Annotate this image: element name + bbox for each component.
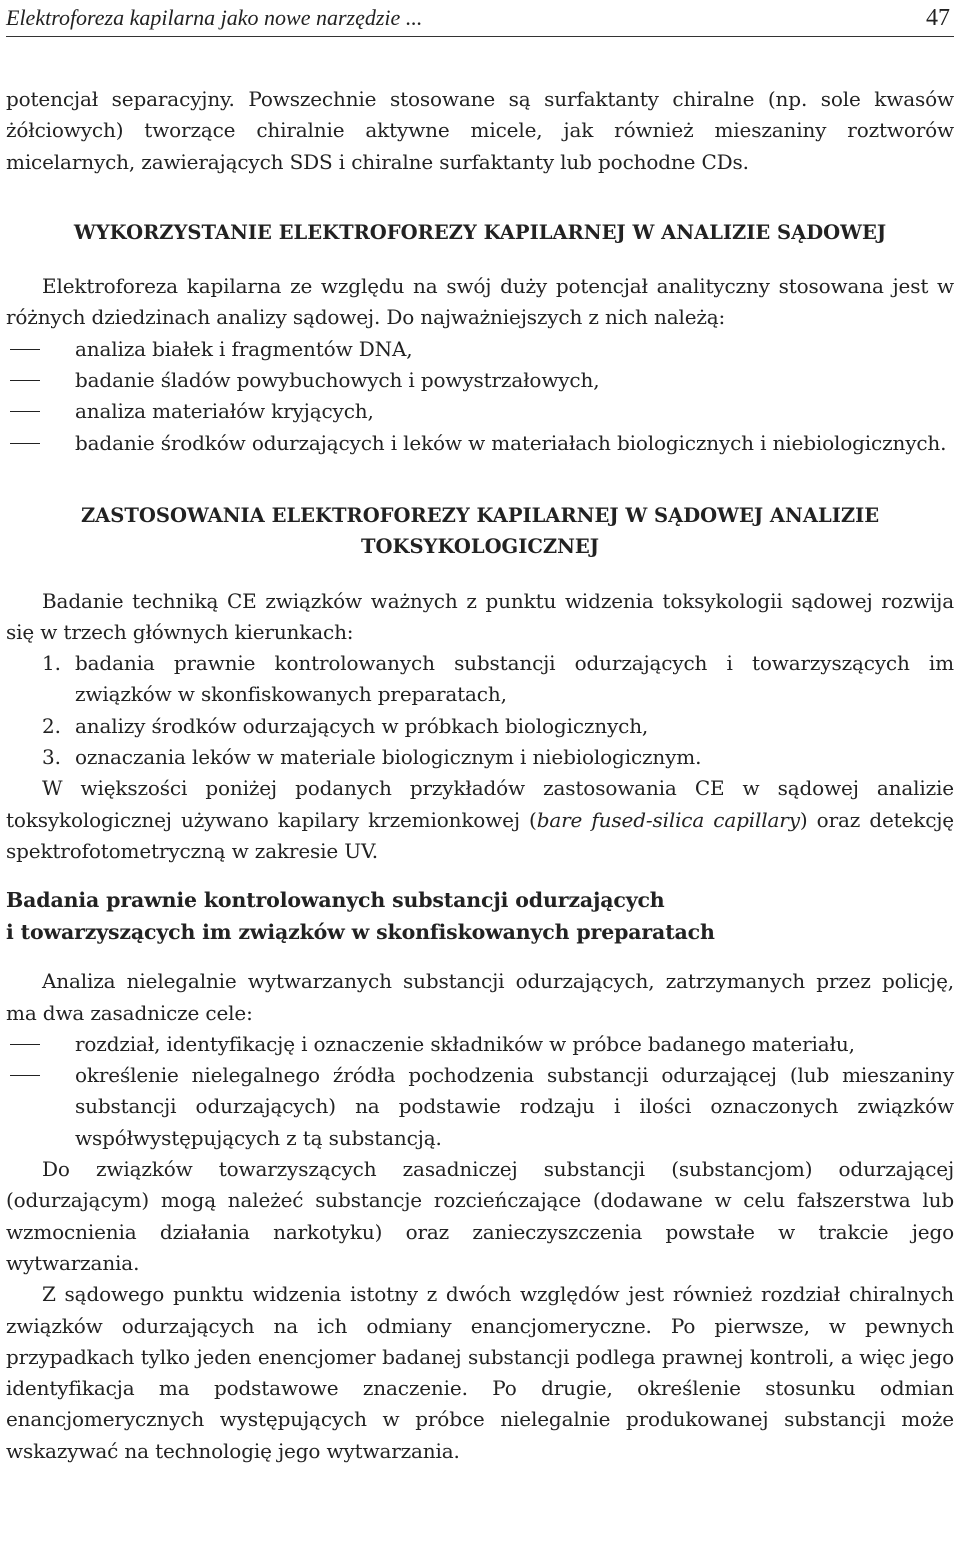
intro-paragraph: potencjał separacyjny. Powszechnie stosowane są surfaktanty chiralne (np. sole kwasów żółciowych) tworzące chiralnie aktywne micele, jak również mieszaniny roztworów micelarnych, zawierających SDS i chiralne surfaktanty lub pochodne CDs.	[6, 87, 954, 174]
list-item	[6, 711, 954, 742]
list-item-text: badanie środków odurzających i leków w materiałach biologicznych i niebiologicznych.	[75, 430, 947, 455]
subsection-heading-line-2: i towarzyszących im związków w skonfiskowanych preparatach	[6, 919, 715, 944]
list-item-text: rozdział, identyfikację i oznaczenie składników w próbce badanego materiału,	[75, 1031, 855, 1056]
list-item-text: analizy środków odurzających w próbkach biologicznych,	[75, 713, 649, 738]
section3-paragraph-3: Z sądowego punktu widzenia istotny z dwóch względów jest również rozdział chiralnych związków odurzających na ich odmiany enancjomeryczne. Po pierwsze, w pewnych przypadkach tylko jeden enencjomer badanej substancji podlega prawnej kontroli, a więc jego identyfikacja ma podstawowe znaczenie. Po drugie, określenie stosunku odmian enancjomerycznych występujących w próbce nielegalnie produkowanej substancji może wskazywać na technologię jego wytwarzania.	[6, 1282, 954, 1463]
section2-paragraph-2	[6, 773, 954, 867]
list-item-text: badania prawnie kontrolowanych substancji odurzających i towarzyszących im związków w skonfiskowanych preparatach,	[75, 651, 954, 707]
list-item	[6, 1060, 954, 1154]
list-item	[6, 742, 954, 773]
list-item	[6, 365, 954, 396]
page-number: 47	[926, 4, 950, 31]
list-item	[6, 428, 954, 459]
list-item-text: analiza materiałów kryjących,	[75, 399, 374, 424]
section2-paragraph: Badanie techniką CE związków ważnych z punktu widzenia toksykologii sądowej rozwija się w trzech głównych kierunkach:	[6, 588, 954, 644]
list-item-text: określenie nielegalnego źródła pochodzenia substancji odurzającej (lub mieszaniny substancji odurzających) na podstawie rodzaju i ilości oznaczonych związków współwystępujących z tą substancją.	[75, 1063, 954, 1150]
section3-paragraph-1: Analiza nielegalnie wytwarzanych substancji odurzających, zatrzymanych przez policję, ma dwa zasadnicze cele:	[6, 969, 954, 1025]
subsection-heading-line-1: Badania prawnie kontrolowanych substancji odurzających	[6, 888, 665, 913]
list-item	[6, 334, 954, 365]
section3-list	[6, 1029, 954, 1154]
subsection-heading	[6, 885, 954, 948]
list-item-text: analiza białek i fragmentów DNA,	[75, 336, 413, 361]
running-header	[6, 0, 954, 37]
paragraph-text: ) oraz detekcję spektrofotometryczną w zakresie UV.	[6, 807, 954, 863]
paragraph-text: W większości poniżej podanych przykładów zastosowania CE w sądowej analizie toksykologicznej używano kapilary krzemionkowej (	[6, 776, 954, 832]
section2-numbered-list	[6, 648, 954, 773]
list-item	[6, 648, 954, 711]
list-number: 2.	[42, 713, 61, 738]
section-title-line-2: TOKSYKOLOGICZNEJ	[361, 535, 599, 559]
list-item	[6, 1029, 954, 1060]
section-title-toxicology	[6, 500, 954, 563]
section1-list	[6, 334, 954, 459]
page-body	[6, 84, 954, 1467]
list-item-text: oznaczania leków w materiale biologicznym i niebiologicznym.	[75, 745, 702, 770]
list-item	[6, 396, 954, 427]
section1-paragraph: Elektroforeza kapilarna ze względu na swój duży potencjał analityczny stosowana jest w różnych dziedzinach analizy sądowej. Do najważniejszych z nich należą:	[6, 274, 954, 330]
list-number: 1.	[42, 651, 61, 676]
section-title-line-1: ZASTOSOWANIA ELEKTROFOREZY KAPILARNEJ W SĄDOWEJ ANALIZIE	[80, 503, 880, 527]
running-header-title: Elektroforeza kapilarna jako nowe narzędzie ...	[6, 5, 423, 30]
section3-paragraph-2: Do związków towarzyszących zasadniczej substancji (substancjom) odurzającej (odurzającym) mogą należeć substancje rozcieńczające (dodawane w celu fałszerstwa lub wzmocnienia działania narkotyku) oraz zanieczyszczenia powstałe w trakcie jego wytwarzania.	[6, 1157, 954, 1275]
italic-term: bare fused-silica capillary	[536, 807, 800, 832]
section-title-forensic-analysis: WYKORZYSTANIE ELEKTROFOREZY KAPILARNEJ W ANALIZIE SĄDOWEJ	[73, 220, 887, 244]
list-item-text: badanie śladów powybuchowych i powystrzałowych,	[75, 368, 600, 393]
list-number: 3.	[42, 745, 61, 770]
